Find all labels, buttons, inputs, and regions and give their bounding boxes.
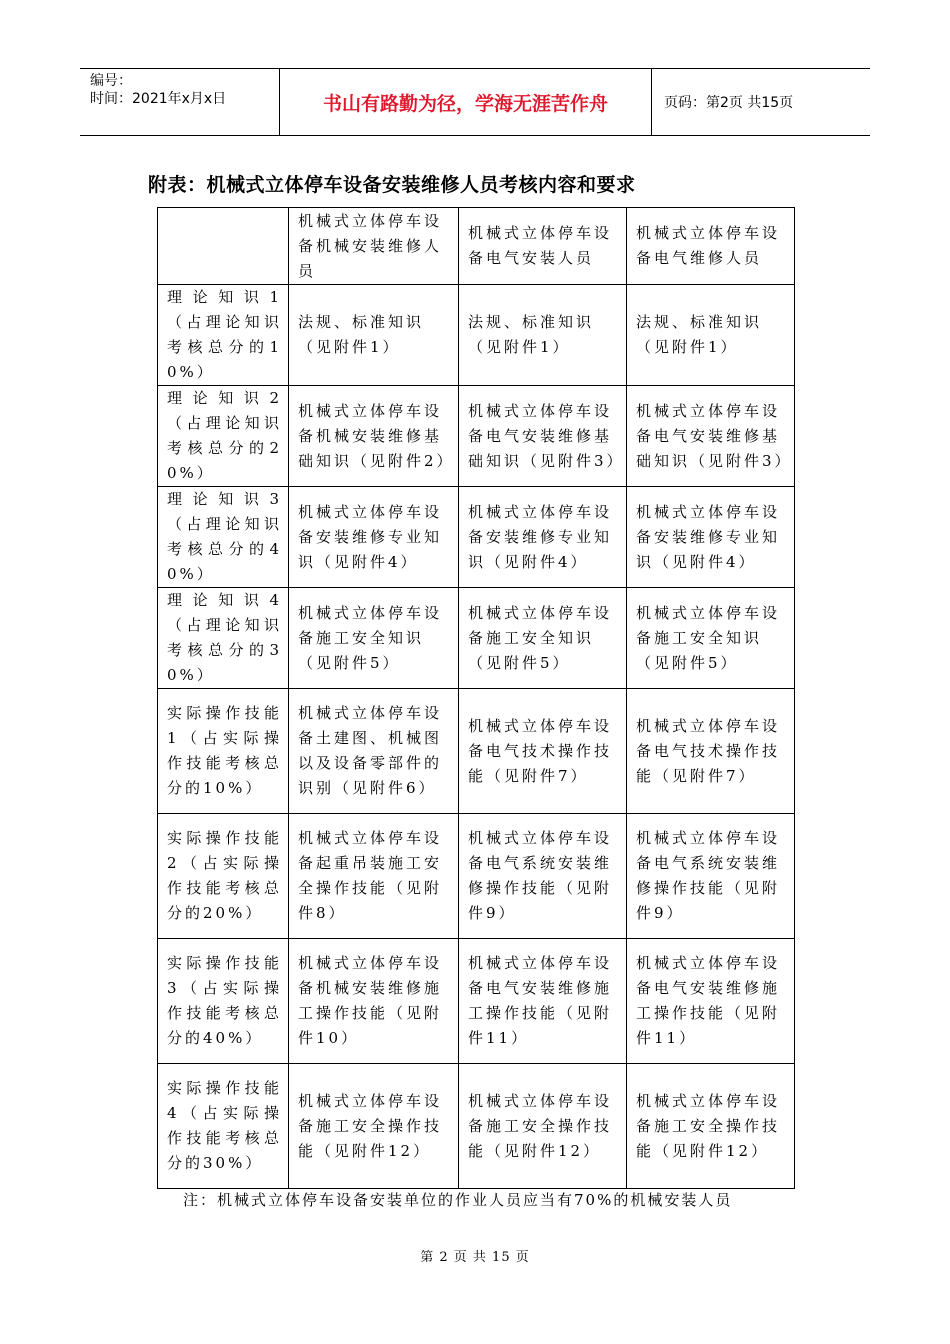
header-page-info: 页码：第2页 共15页: [664, 95, 794, 111]
row-label: 理论知识3（占理论知识考核总分的40%）: [158, 487, 289, 588]
table-header-cell: [158, 208, 289, 285]
table-cell: 机械式立体停车设备机械安装维修基础知识（见附件2）: [289, 386, 459, 487]
table-cell: 机械式立体停车设备土建图、机械图以及设备零部件的识别（见附件6）: [289, 689, 459, 814]
row-label: 理论知识1（占理论知识考核总分的10%）: [158, 285, 289, 386]
assessment-table: [157, 207, 795, 1189]
table-cell: 法规、标准知识（见附件1）: [289, 285, 459, 386]
table-header-cell: 机械式立体停车设备电气安装人员: [459, 208, 627, 285]
table-cell: 机械式立体停车设备施工安全操作技能（见附件12）: [289, 1064, 459, 1189]
row-label: 理论知识2（占理论知识考核总分的20%）: [158, 386, 289, 487]
table-cell: 机械式立体停车设备电气安装维修施工操作技能（见附件11）: [459, 939, 627, 1064]
table-note: 注：机械式立体停车设备安装单位的作业人员应当有70%的机械安装人员: [183, 1191, 733, 1209]
table-row: [158, 814, 795, 939]
table-cell: 机械式立体停车设备电气系统安装维修操作技能（见附件9）: [459, 814, 627, 939]
table-cell: 机械式立体停车设备电气技术操作技能（见附件7）: [627, 689, 795, 814]
table-cell: 机械式立体停车设备电气技术操作技能（见附件7）: [459, 689, 627, 814]
table-cell: 机械式立体停车设备电气安装维修基础知识（见附件3）: [459, 386, 627, 487]
table-cell: 机械式立体停车设备施工安全知识（见附件5）: [627, 588, 795, 689]
table-row: [158, 285, 795, 386]
document-title: 附表：机械式立体停车设备安装维修人员考核内容和要求: [148, 174, 636, 196]
table-cell: 机械式立体停车设备安装维修专业知识（见附件4）: [627, 487, 795, 588]
table-cell: 机械式立体停车设备施工安全操作技能（见附件12）: [627, 1064, 795, 1189]
table-cell: 机械式立体停车设备施工安全知识（见附件5）: [289, 588, 459, 689]
table-cell: 机械式立体停车设备电气系统安装维修操作技能（见附件9）: [627, 814, 795, 939]
table-row: [158, 487, 795, 588]
table-cell: 机械式立体停车设备电气安装维修施工操作技能（见附件11）: [627, 939, 795, 1064]
table-cell: 法规、标准知识（见附件1）: [459, 285, 627, 386]
row-label: 实际操作技能2（占实际操作技能考核总分的20%）: [158, 814, 289, 939]
header-slogan: 书山有路勤为径，学海无涯苦作舟: [280, 69, 652, 135]
table-header-cell: 机械式立体停车设备电气维修人员: [627, 208, 795, 285]
table-cell: 机械式立体停车设备起重吊装施工安全操作技能（见附件8）: [289, 814, 459, 939]
header-meta: [80, 69, 280, 135]
row-label: 实际操作技能4（占实际操作技能考核总分的30%）: [158, 1064, 289, 1189]
row-label: 实际操作技能3（占实际操作技能考核总分的40%）: [158, 939, 289, 1064]
table-header-cell: 机械式立体停车设备机械安装维修人员: [289, 208, 459, 285]
table-cell: 机械式立体停车设备施工安全操作技能（见附件12）: [459, 1064, 627, 1189]
row-label: 理论知识4（占理论知识考核总分的30%）: [158, 588, 289, 689]
table-cell: 机械式立体停车设备安装维修专业知识（见附件4）: [459, 487, 627, 588]
table-cell: 法规、标准知识（见附件1）: [627, 285, 795, 386]
table-row: [158, 588, 795, 689]
table-header-row: [158, 208, 795, 285]
page-footer: 第 2 页 共 15 页: [420, 1250, 530, 1265]
table-row: [158, 1064, 795, 1189]
document-date-label: 时间：2021年x月x日: [90, 91, 227, 107]
table-cell: 机械式立体停车设备安装维修专业知识（见附件4）: [289, 487, 459, 588]
row-label: 实际操作技能1（占实际操作技能考核总分的10%）: [158, 689, 289, 814]
table-row: [158, 689, 795, 814]
table-cell: 机械式立体停车设备电气安装维修基础知识（见附件3）: [627, 386, 795, 487]
table-cell: 机械式立体停车设备施工安全知识（见附件5）: [459, 588, 627, 689]
document-number-label: 编号：: [90, 73, 132, 89]
page-header: [80, 68, 870, 136]
table-row: [158, 939, 795, 1064]
table-cell: 机械式立体停车设备机械安装维修施工操作技能（见附件10）: [289, 939, 459, 1064]
table-row: [158, 386, 795, 487]
